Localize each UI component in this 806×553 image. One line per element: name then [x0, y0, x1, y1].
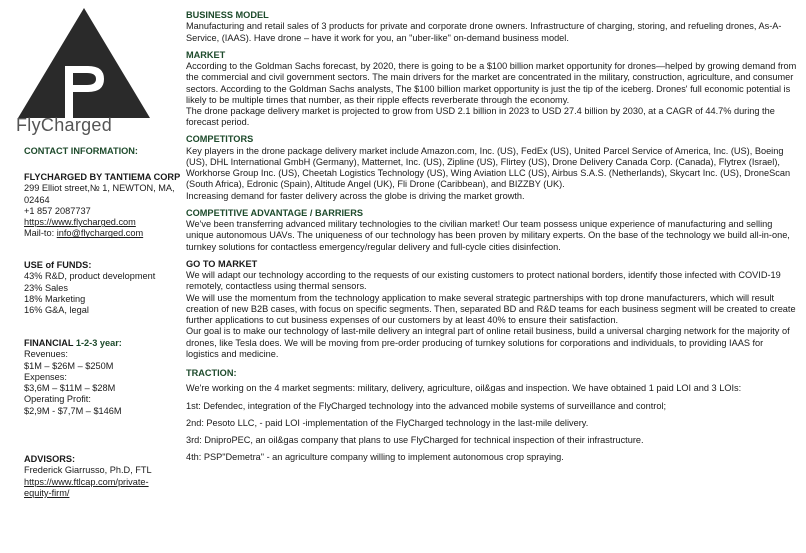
- traction-item: 2nd: Pesoto LLC, - paid LOI -implementation of the FlyCharged technology in the last-mile delivery.: [186, 417, 589, 428]
- logo-triangle-icon: [18, 8, 150, 118]
- expenses-label: Expenses:: [24, 371, 67, 382]
- go-to-market-section: [186, 259, 798, 360]
- brand-name: FlyCharged: [16, 115, 113, 135]
- advantage-section: [186, 208, 798, 253]
- funds-item: 18% Marketing: [24, 293, 86, 304]
- traction-heading: TRACTION:: [186, 367, 237, 378]
- contact-heading: CONTACT INFORMATION:: [24, 146, 138, 156]
- advisor-link-cont[interactable]: equity-firm/: [24, 487, 70, 498]
- advantage-heading: COMPETITIVE ADVANTAGE / BARRIERS: [186, 207, 363, 218]
- market-text-2: The drone package delivery market is projected to grow from USD 2.1 billion in 2023 to USD 27.4 billion by 2030, at a CAGR of 44.7% during the forecast period.: [186, 106, 775, 128]
- profit-value: $2,9M - $7,7M – $146M: [24, 405, 122, 416]
- financial-years: 1-2-3 year:: [75, 338, 122, 348]
- funds-heading: USE of FUNDS:: [24, 260, 92, 270]
- business-model-section: [186, 10, 798, 44]
- address-line-2: 02464: [24, 194, 50, 205]
- main-content: [186, 10, 798, 469]
- go-to-market-text: We will adapt our technology according to the requests of our existing customers to protect national borders, identify those infected with COVID-19 remotely, contactless using thermal sensors.: [186, 270, 781, 292]
- mail-link[interactable]: info@flycharged.com: [56, 228, 144, 239]
- advantage-text: We've been transferring advanced military technologies to the civilian market! Our team possess unique experience of manufacturing and selling unique autonomous UAVs. The uniqueness of our technology has been proven by military experts. On the base of the technology we build all-in-one, turnkey solutions for contactless emergency/regular delivery and full-cycle cities disinfection.: [186, 219, 790, 252]
- revenues-value: $1M – $26M – $250M: [24, 360, 114, 371]
- competitors-section: [186, 134, 798, 201]
- company-name: FLYCHARGED BY TANTIEMA CORP: [24, 172, 181, 182]
- contact-block: [24, 146, 174, 157]
- traction-item: 1st: Defendec, integration of the FlyCharged technology into the advanced mobile systems of surveillance and control;: [186, 400, 667, 411]
- market-text: According to the Goldman Sachs forecast, by 2020, there is going to be a $100 billion market opportunity for drones—helped by growing demand from the commercial and civil government sectors. The main drivers for the market are concentrated in the military, construction, agriculture, and consumer sectors. According to the Goldman Sachs analysts, The $100 billion market opportunity is just the tip of the iceberg. Drones' full economic potential is likely to be multiple times that number, as their ripple effects reverberate through the economy.: [186, 61, 797, 105]
- expenses-value: $3,6M – $11M – $28M: [24, 383, 116, 394]
- funds-item: 16% G&A, legal: [24, 305, 89, 316]
- competitors-heading: COMPETITORS: [186, 134, 254, 145]
- address-line-1: 299 Elliot street,№ 1, NEWTON, MA,: [24, 183, 175, 194]
- traction-item: 4th: PSP"Demetra" - an agriculture company willing to implement autonomous crop spraying.: [186, 452, 564, 463]
- phone: +1 857 2087737: [24, 205, 91, 216]
- market-heading: MARKET: [186, 49, 226, 60]
- funds-item: 43% R&D, product development: [24, 271, 156, 282]
- funds-item: 23% Sales: [24, 282, 68, 293]
- contact-details: [24, 172, 181, 240]
- traction-section: [186, 368, 798, 463]
- business-model-text: Manufacturing and retail sales of 3 products for private and corporate drone owners. Infrastructure of charging, storing, and refueling drones, As-A-Service, (IAAS). Have drone – have it work for you, an "uber-like" on-demand business model.: [186, 21, 782, 43]
- competitors-text: Key players in the drone package delivery market include Amazon.com, Inc. (US), FedEx (US), United Parcel Service of America, Inc. (US), Boeing (US), DHL International GmbH (Germany), Matternet, Inc. (US), Zipline (US), Flirtey (US), Drone Delivery Canada Corp. (Canada), Flytrex (Israel), Workhorse Group Inc. (US), Cheetah Logistics Technology (US), Wing Aviation LLC (US), Airbus S.A.S. (Netherlands), Skycart Inc. (US), DroneScan (South Africa), Edronic (Spain), Altitude Angel (UK), Fli Drone (Caribbean), and BIZZBY (UK).: [186, 145, 791, 190]
- website-link[interactable]: https://www.flycharged.com: [24, 217, 136, 228]
- go-to-market-text-2: We will use the momentum from the technology application to make several strategic partnerships with top drone manufacturers, which will result creation of new B2B cases, with focus on specific segments. Then, separated BD and R&D teams for each business segment will be created to create further applications to cut business expenses of our customers by at least 40% to ensure their satisfaction.: [186, 292, 796, 326]
- financial-heading: FINANCIAL: [24, 338, 76, 348]
- advisor-name: Frederick Giarrusso, Ph.D, FTL: [24, 465, 152, 476]
- profit-label: Operating Profit:: [24, 394, 91, 405]
- funds-block: [24, 260, 174, 316]
- go-to-market-heading: GO TO MARKET: [186, 258, 258, 269]
- competitors-text-2: Increasing demand for faster delivery across the globe is driving the market growth.: [186, 190, 525, 201]
- revenues-label: Revenues:: [24, 349, 68, 360]
- business-model-heading: BUSINESS MODEL: [186, 10, 269, 20]
- go-to-market-text-3: Our goal is to make our technology of last-mile delivery an integral part of online retail business, build a universal charging network for the majority of drones, like Tesla does. We will be moving from pre-order producing of turnkey solutions for corporations and individuals, to providing IAAS for logistics and medicine.: [186, 326, 790, 359]
- sidebar: [0, 0, 181, 553]
- advisors-heading: ADVISORS:: [24, 454, 76, 464]
- advisors-block: [24, 454, 174, 499]
- advisor-link[interactable]: https://www.ftlcap.com/private-: [24, 476, 149, 487]
- mail-label: Mail-to:: [24, 228, 57, 239]
- financial-block: [24, 338, 174, 417]
- traction-item: 3rd: DniproPEC, an oil&gas company that plans to use FlyCharged for technical inspection of their infrastructure.: [186, 434, 644, 445]
- market-section: [186, 50, 798, 129]
- traction-intro: We're working on the 4 market segments: military, delivery, agriculture, oil&gas and inspection. We have obtained 1 paid LOI and 3 LOIs:: [186, 383, 742, 394]
